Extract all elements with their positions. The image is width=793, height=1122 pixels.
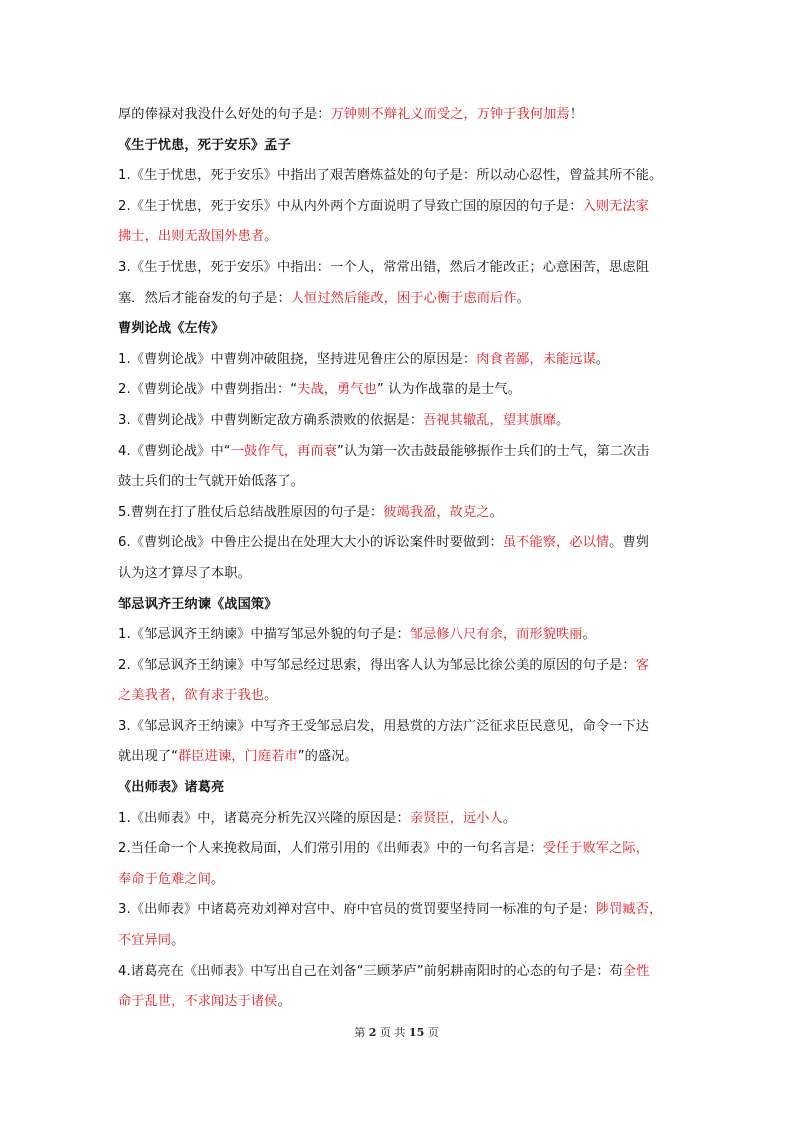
line-text: 3.《出师表》中诸葛亮劝刘禅对宫中、府中官员的赏罚要坚持同一标准的句子是：: [118, 902, 596, 918]
line-text: 1.《曹刿论战》中曹刿冲破阻挠，坚持进见鲁庄公的原因是：: [118, 351, 477, 367]
line-text: ！: [569, 107, 584, 122]
text-line: [118, 651, 678, 682]
line-text: 塞．然后才能奋发的句子是：: [118, 290, 291, 306]
line-text: 3.《曹刿论战》中曹刿断定敌方确系溃败的依据是：: [118, 412, 424, 428]
answer-text: 彼竭我盈，故克之: [383, 504, 490, 520]
line-text: 鼓士兵们的士气就开始低落了。: [118, 474, 305, 490]
line-text: 《生于忧患，死于安乐》孟子: [118, 137, 291, 153]
line-text: 。: [516, 290, 530, 306]
footer-label-of: 页 共: [379, 1026, 406, 1039]
line-text: 2.《曹刿论战》中曹刿指出：“: [118, 382, 298, 398]
answer-text: 肉食者鄙，未能远谋: [476, 351, 596, 367]
text-line: [118, 192, 678, 223]
text-line: [118, 681, 678, 712]
text-line: [118, 222, 678, 253]
line-text: 4.《曹刿论战》中“: [118, 443, 231, 459]
answer-text: 吾视其辙乱，望其旗靡: [423, 412, 556, 428]
answer-text: 不宜异同: [118, 933, 172, 949]
line-text: 。: [211, 871, 225, 887]
text-line: [118, 375, 678, 406]
line-text: 认为这才算尽了本职。: [118, 565, 251, 581]
total-page-number: 15: [408, 1026, 425, 1039]
answer-text: 客: [635, 657, 650, 673]
answer-text: 万钟则不辩礼义而受之，万钟于我何加焉: [330, 107, 570, 122]
footer-label-page: 第: [354, 1026, 366, 1039]
line-text: 。: [171, 933, 185, 949]
answer-text: 虽不能察，必以情: [502, 535, 610, 551]
line-text: 5.曹刿在打了胜仗后总结战胜原因的句子是：: [118, 504, 384, 520]
answer-text: 命于乱世，不求闻达于诸侯: [118, 994, 278, 1010]
line-text: 。: [595, 351, 610, 367]
document-body: [118, 100, 678, 1018]
line-text: ”认为第一次击鼓最能够振作士兵们的士气，第二次击: [337, 443, 650, 459]
section-heading: [118, 773, 678, 804]
answer-text: 亲贤臣，远小人: [409, 810, 503, 826]
section-heading: [118, 131, 678, 162]
answer-text: 一鼓作气，再而衰: [230, 443, 338, 459]
answer-text: 受任于败军之际，: [542, 841, 650, 857]
answer-text: 全性: [623, 963, 650, 979]
line-text: 。: [264, 229, 278, 245]
answer-text: 拂士，出则无敌国外患者: [118, 229, 265, 245]
line-text: ”的盛况。: [297, 749, 358, 765]
line-text: 。: [264, 688, 278, 704]
text-line: [118, 161, 678, 192]
line-text: ” 认为作战靠的是士气。: [376, 382, 522, 398]
answer-text: 陟罚臧否，: [595, 902, 663, 918]
text-line: [118, 345, 678, 376]
line-text: 2.当任命一个人来挽救局面，人们常引用的《出师表》中的一句名言是：: [118, 841, 543, 857]
line-text: 2.《邹忌讽齐王纳谏》中写邹忌经过思索，得出客人认为邹忌比徐公美的原因的句子是：: [118, 657, 636, 673]
text-line: [118, 742, 678, 773]
line-text: 。曹刿: [609, 535, 650, 551]
text-line: [118, 559, 678, 590]
line-text: 。: [555, 412, 570, 428]
line-text: 。: [277, 994, 291, 1010]
text-line: [118, 253, 678, 284]
section-heading: [118, 590, 678, 621]
line-text: 。: [489, 504, 503, 520]
page-footer: [0, 1024, 793, 1040]
line-text: 。: [582, 627, 596, 643]
answer-text: 群臣进谏，门庭若市: [178, 749, 298, 765]
answer-text: 人恒过然后能改，困于心衡于虑而后作: [290, 290, 517, 306]
text-line: [118, 865, 678, 896]
line-text: 1.《出师表》中，诸葛亮分析先汉兴隆的原因是：: [118, 810, 410, 826]
text-line: [118, 437, 678, 468]
section-heading: [118, 314, 678, 345]
text-line: [118, 620, 678, 651]
text-line: [118, 834, 678, 865]
text-line: [118, 528, 678, 559]
text-line: [118, 712, 678, 743]
line-text: 3.《生于忧患，死于安乐》中指出：一个人，常常出错，然后才能改正；心意困苦，思虑阻: [118, 259, 649, 275]
answer-text: 入则无法家: [582, 198, 649, 214]
footer-label-suffix: 页: [427, 1026, 439, 1039]
text-line: [118, 895, 678, 926]
line-text: 曹刿论战《左传》: [118, 321, 225, 337]
line-text: 。: [502, 810, 517, 826]
text-line: [118, 926, 678, 957]
answer-text: 夫战，勇气也: [297, 382, 377, 398]
line-text: 1.《邹忌讽齐王纳谏》中描写邹忌外貌的句子是：: [118, 627, 410, 643]
line-text: 2.《生于忧患，死于安乐》中从内外两个方面说明了导致亡国的原因的句子是：: [118, 198, 583, 214]
text-line: [118, 957, 678, 988]
answer-text: 之美我者，欲有求于我也: [118, 688, 265, 704]
line-text: 1.《生于忧患，死于安乐》中指出了艰苦磨炼益处的句子是：所以动心忍性，曾益其所不能。: [118, 168, 663, 184]
text-line: [118, 100, 678, 131]
current-page-number: 2: [368, 1026, 377, 1039]
line-text: 3.《邹忌讽齐王纳谏》中写齐王受邹忌启发，用悬赏的方法广泛征求臣民意见，命令一下达: [118, 718, 649, 734]
line-text: 《出师表》诸葛亮: [118, 780, 225, 796]
line-text: 厚的俸禄对我没什么好处的句子是：: [118, 107, 331, 122]
line-text: 就出现了“: [118, 749, 179, 765]
line-text: 6.《曹刿论战》中鲁庄公提出在处理大大小的诉讼案件时要做到：: [118, 535, 503, 551]
text-line: [118, 987, 678, 1018]
line-text: 4.诸葛亮在《出师表》中写出自己在刘备“三顾茅庐”前躬耕南阳时的心态的句子是：苟: [118, 963, 623, 979]
text-line: [118, 498, 678, 529]
text-line: [118, 804, 678, 835]
answer-text: 邹忌修八尺有余，而形貌昳丽: [409, 627, 583, 643]
text-line: [118, 284, 678, 315]
line-text: 邹忌讽齐王纳谏《战国策》: [118, 596, 278, 612]
text-line: [118, 467, 678, 498]
text-line: [118, 406, 678, 437]
answer-text: 奉命于危难之间: [118, 871, 212, 887]
